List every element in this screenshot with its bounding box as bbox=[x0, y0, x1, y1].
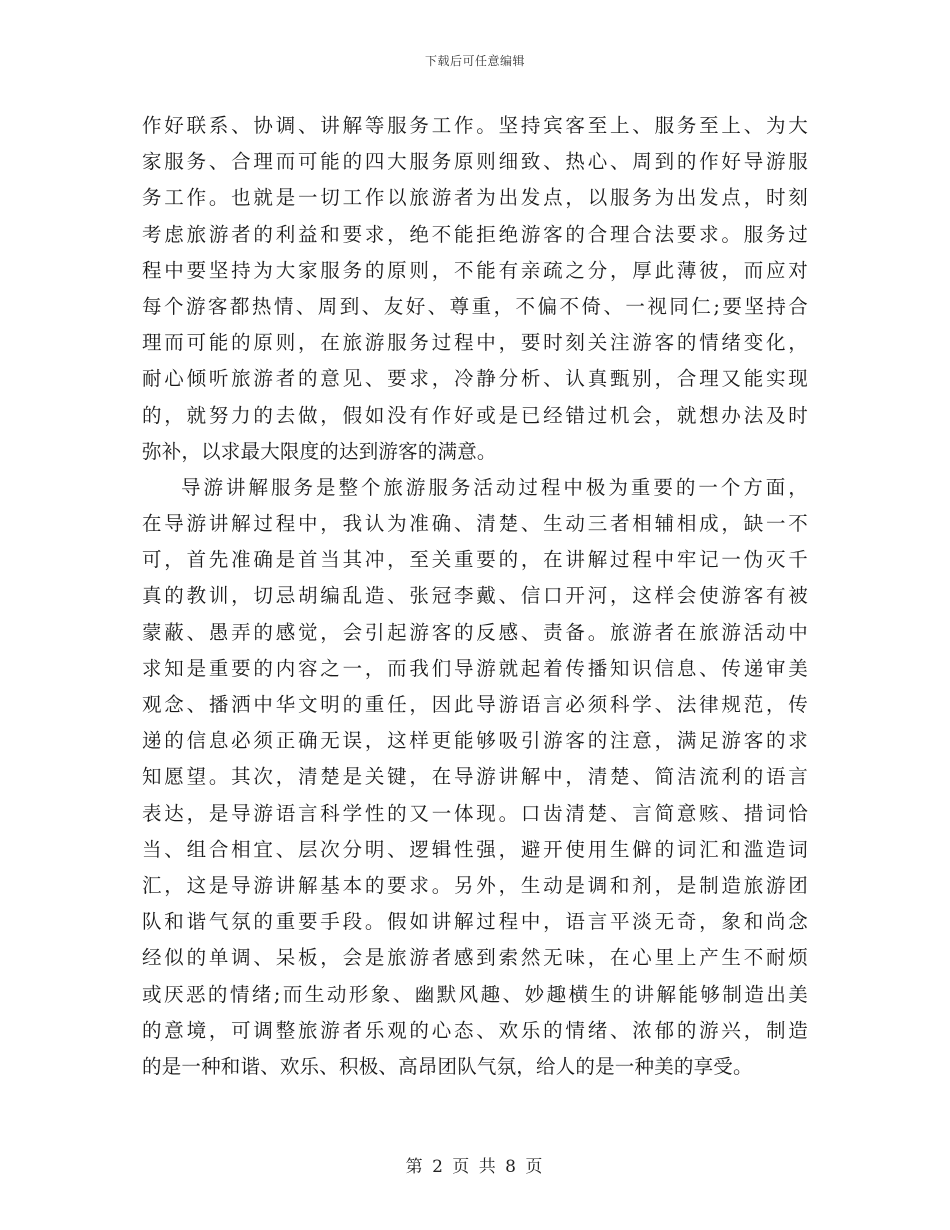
text-line: 真的教训，切忌胡编乱造、张冠李戴、信口开河，这样会使游客有被 bbox=[142, 584, 808, 608]
text-line: 观念、播洒中华文明的重任，因此导游语言必须科学、法律规范，传 bbox=[142, 693, 808, 716]
text-line: 作好联系、协调、讲解等服务工作。坚持宾客至上、服务至上、为大 bbox=[142, 114, 808, 137]
text-line: 知愿望。其次，清楚是关键，在导游讲解中，清楚、简洁流利的语言 bbox=[142, 765, 808, 789]
paragraph bbox=[142, 470, 808, 1085]
text-line: 递的信息必须正确无误，这样更能够吸引游客的注意，满足游客的求 bbox=[142, 729, 808, 753]
text-line: 在导游讲解过程中，我认为准确、清楚、生动三者相辅相成，缺一不 bbox=[142, 512, 808, 536]
text-line: 经似的单调、呆板，会是旅游者感到索然无味，在心里上产生不耐烦 bbox=[142, 946, 808, 970]
text-line: 导游讲解服务是整个旅游服务活动过程中极为重要的一个方面， bbox=[181, 475, 808, 499]
text-line: 可，首先准确是首当其冲，至关重要的，在讲解过程中牢记一伪灭千 bbox=[142, 548, 808, 572]
text-line: 家服务、合理而可能的四大服务原则细致、热心、周到的作好导游服 bbox=[142, 150, 808, 174]
text-line: 蒙蔽、愚弄的感觉，会引起游客的反感、责备。旅游者在旅游活动中 bbox=[142, 620, 808, 644]
paragraph bbox=[142, 108, 808, 470]
text-line: 汇，这是导游讲解基本的要求。另外，生动是调和剂，是制造旅游团 bbox=[142, 873, 808, 897]
text-line: 程中要坚持为大家服务的原则，不能有亲疏之分，厚此薄彼，而应对 bbox=[142, 258, 808, 282]
text-line: 当、组合相宜、层次分明、逻辑性强，避开使用生僻的词汇和滥造词 bbox=[142, 837, 808, 861]
text-line: 或厌恶的情绪;而生动形象、幽默风趣、妙趣横生的讲解能够制造出美 bbox=[142, 982, 808, 1006]
text-line: 每个游客都热情、周到、友好、尊重，不偏不倚、一视同仁;要坚持合 bbox=[142, 294, 808, 318]
text-line: 耐心倾听旅游者的意见、要求，冷静分析、认真甄别，合理又能实现 bbox=[142, 367, 808, 391]
text-line: 的，就努力的去做，假如没有作好或是已经错过机会，就想办法及时 bbox=[142, 403, 808, 427]
text-line: 务工作。也就是一切工作以旅游者为出发点，以服务为出发点，时刻 bbox=[142, 186, 808, 210]
text-line: 考虑旅游者的利益和要求，绝不能拒绝游客的合理合法要求。服务过 bbox=[142, 222, 808, 246]
text-line: 表达，是导游语言科学性的又一体现。口齿清楚、言简意赅、措词恰 bbox=[142, 801, 808, 825]
text-line: 弥补，以求最大限度的达到游客的满意。 bbox=[142, 439, 497, 463]
text-line: 的是一种和谐、欢乐、积极、高昂团队气氛，给人的是一种美的享受。 bbox=[142, 1054, 753, 1078]
text-line: 的意境，可调整旅游者乐观的心态、欢乐的情绪、浓郁的游兴，制造 bbox=[142, 1018, 808, 1042]
text-line: 队和谐气氛的重要手段。假如讲解过程中，语言平淡无奇，象和尚念 bbox=[142, 910, 808, 934]
text-line: 理而可能的原则，在旅游服务过程中，要时刻关注游客的情绪变化， bbox=[142, 331, 808, 355]
text-line: 求知是重要的内容之一，而我们导游就起着传播知识信息、传递审美 bbox=[142, 656, 808, 680]
page-header-note: 下载后可任意编辑 bbox=[424, 54, 525, 68]
body-text bbox=[142, 108, 808, 1085]
page-number-footer: 第 2 页 共 8 页 bbox=[405, 1157, 545, 1177]
